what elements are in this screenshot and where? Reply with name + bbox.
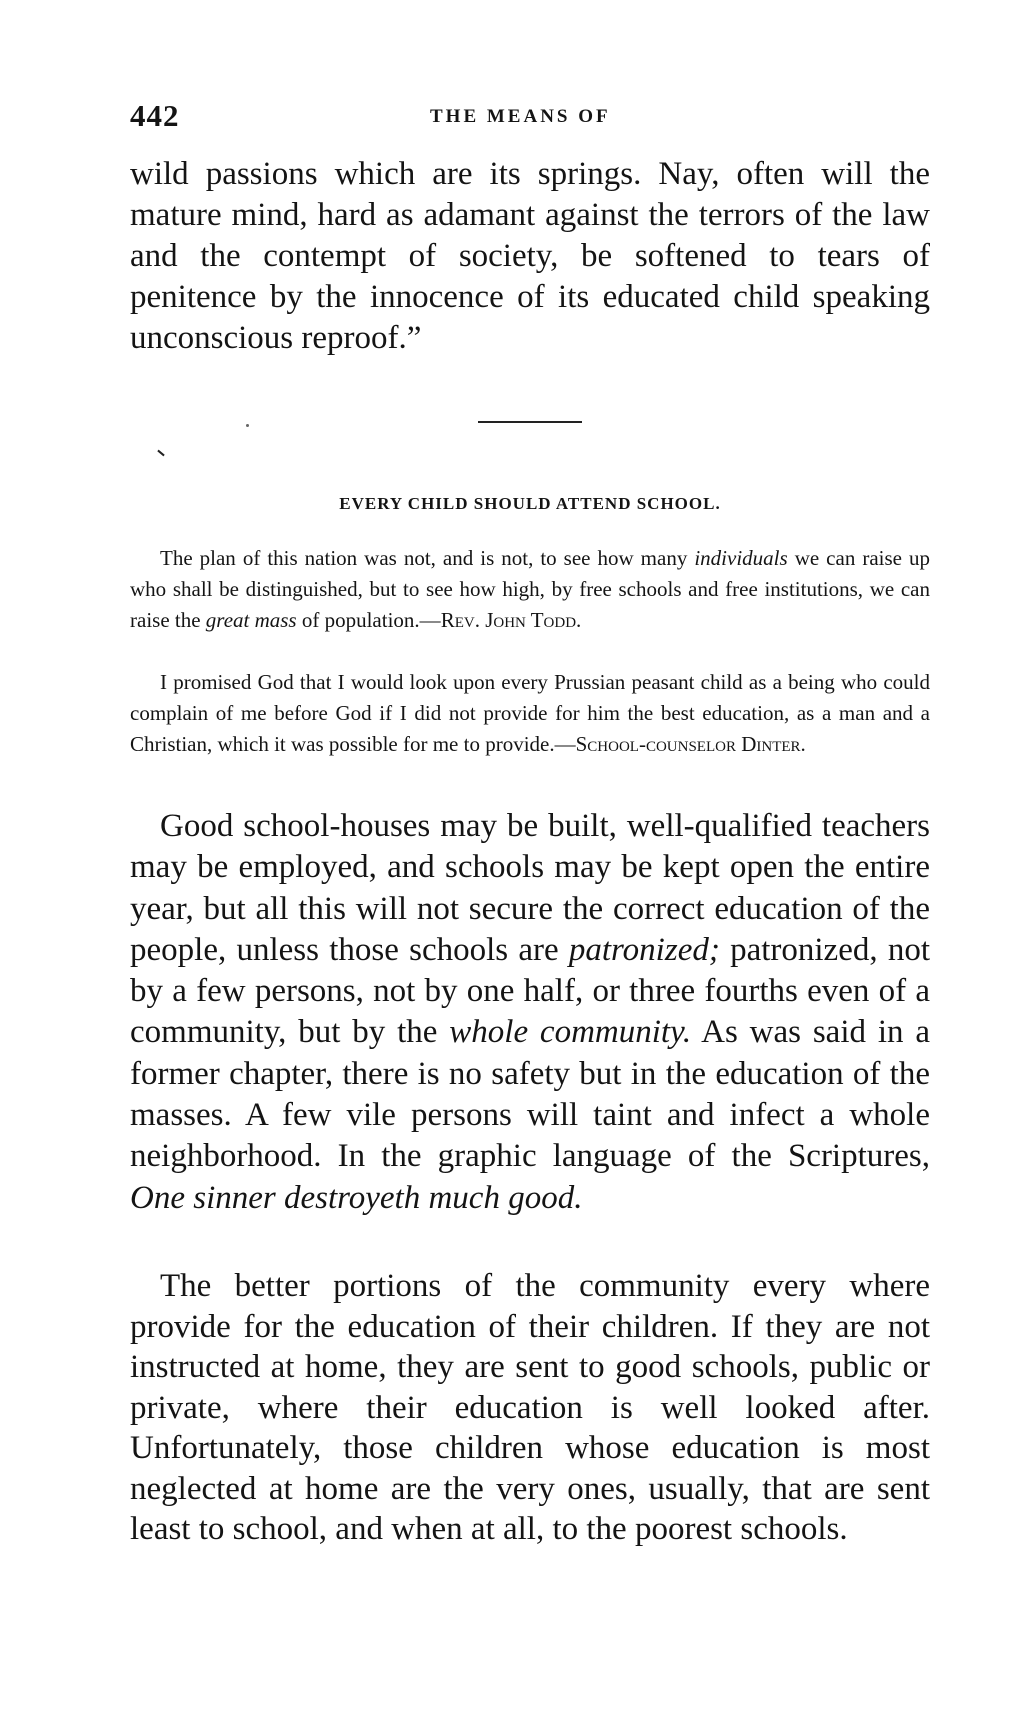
quote-emphasis: individuals (694, 546, 788, 570)
paragraph-emphasis: patronized; (568, 931, 720, 968)
paragraph-text: Good school-houses may be built, well-qualified teachers may be employed, and schools may be kept open the entire year, but all this will not secure the correct education of the people, unless those schools are (130, 808, 930, 968)
running-head: THE MEANS OF (430, 106, 611, 127)
quote-text: I promised God that I would look upon every Prussian peasant child as a being who could complain of me before God if I did not provide for him the best education, as a man and a Christian, which it was possible for me to provide.— (130, 670, 930, 756)
quote-attribution: Rev. John Todd. (440, 608, 582, 632)
quote-dinter (130, 667, 930, 760)
paragraph-main (130, 806, 930, 1219)
paragraph-text: patronized, not by a few persons, not by one half, or three fourths even of a community, but by the (130, 931, 931, 1051)
paragraph-text: As was said in a former chapter, there is no safety but in the education of the masses. A few vile persons will taint and infect a whole neighborhood. In the graphic language of the Scriptures, (130, 1014, 930, 1175)
page-header (130, 98, 930, 138)
quote-attribution: School-counselor Dinter. (575, 732, 806, 756)
quote-text: of population.— (296, 608, 441, 632)
paragraph-text: The better portions of the community every where provide for the education of their children. If they are not instructed at home, they are sent to good schools, public or private, where their education is well looked after. Unfortunately, those children whose education is most neglected at home are the very ones, usually, that are sent least to school, and when at all, to the poorest schools. (130, 1268, 930, 1547)
section-heading: EVERY CHILD SHOULD ATTEND SCHOOL. (339, 494, 721, 513)
quote-text: The plan of this nation was not, and is not, to see how many (160, 546, 695, 570)
quote-text: we can raise up who shall be distinguished, but to see how high, by free schools and free institutions, we can raise the (130, 546, 930, 632)
print-speck (246, 424, 249, 427)
paragraph-last (130, 1266, 930, 1550)
paragraph-continued (130, 154, 930, 359)
paragraph-emphasis: whole community. (449, 1014, 692, 1051)
paragraph-emphasis: One sinner destroyeth much good. (130, 1179, 583, 1216)
page-number: 442 (130, 98, 180, 133)
paragraph-text: wild passions which are its springs. Nay, often will the mature mind, hard as adamant against the terrors of the law and the contempt of society, be softened to tears of penitence by the innocence of its educated child speaking unconscious reproof.” (130, 156, 930, 356)
print-mark (157, 450, 164, 457)
section-divider (478, 421, 582, 423)
quote-emphasis: great mass (205, 608, 297, 632)
quote-todd (130, 543, 930, 636)
